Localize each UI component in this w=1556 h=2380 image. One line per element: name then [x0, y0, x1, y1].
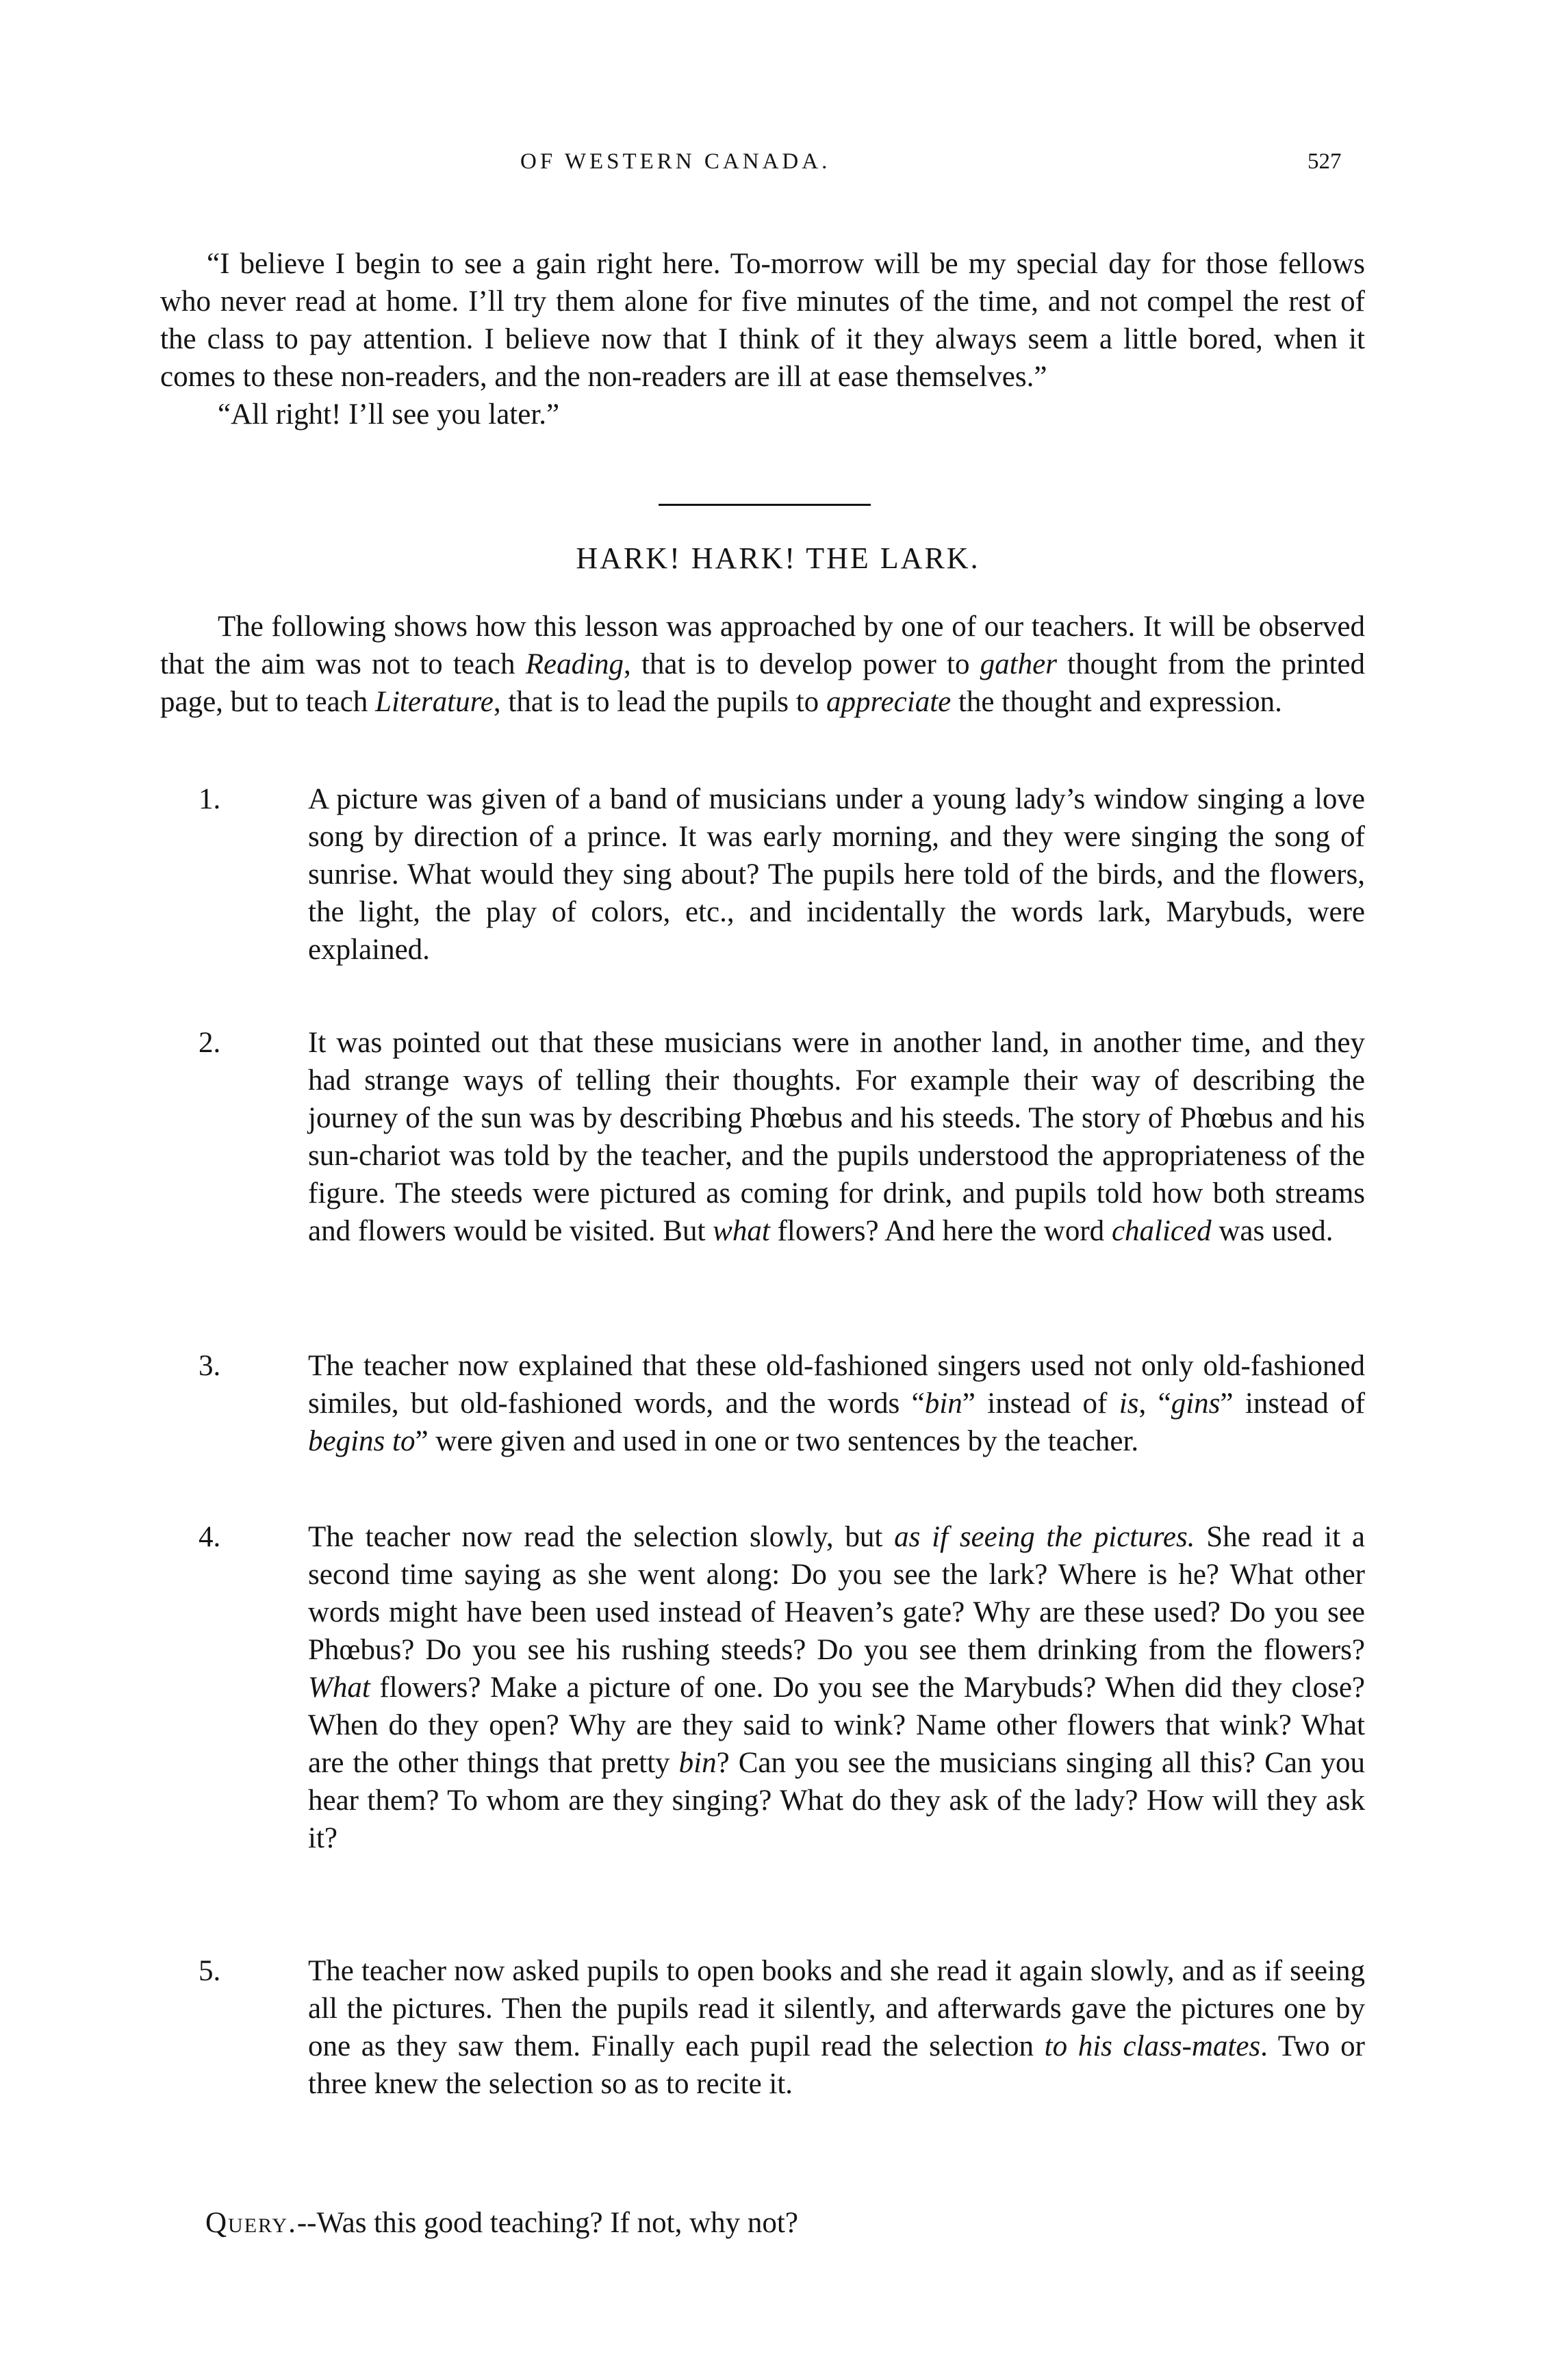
page-number: 527 — [1308, 149, 1342, 174]
section-heading: HARK! HARK! THE LARK. — [576, 541, 980, 575]
list-item-text: A picture was given of a band of musicians under a young lady’s window singing a love song by direction of a prince. It was early morning, and they were singing the song of sunrise. What would they sing about? The pupils here told of the birds, and the flowers, the light, the play of colors, etc., and incidentally the words lark, Marybuds, were explained. — [308, 783, 1365, 966]
list-item — [199, 1518, 1365, 1857]
intro-emphasis: Literature — [375, 686, 494, 718]
query-line — [205, 2204, 798, 2242]
list-item-emphasis: What — [308, 1672, 370, 1704]
list-item — [199, 1952, 1365, 2103]
intro-part: thought from the printed page, but to teach — [160, 648, 1365, 718]
list-item-text: ” were given and used in one or two sentences by the teacher. — [415, 1425, 1139, 1457]
opening-reply: “All right! I’ll see you later.” — [218, 398, 560, 431]
list-item-emphasis: chaliced — [1111, 1215, 1212, 1247]
list-item-text: The teacher now asked pupils to open books and she read it again slowly, and as if seeing all the pictures. Then the pupils read it silently, and afterwards gave the pictures one by one as they saw them. Finally each pupil read the selection — [308, 1955, 1365, 2062]
list-item-text: It was pointed out that these musicians were in another land, in another time, and they had strange ways of telling their thoughts. For example their way of describing the journey of the sun was by describing Phœbus and his steeds. The story of Phœbus and his sun-chariot was told by the teacher, and the pupils understood the appropriateness of the figure. The steeds were pictured as coming for drink, and pupils told how both streams and flowers would be visited. But — [308, 1027, 1365, 1247]
list-item-body — [199, 780, 1365, 969]
list-item-text: was used. — [1211, 1215, 1334, 1247]
list-item-emphasis: is — [1119, 1387, 1139, 1420]
list-item-emphasis: what — [713, 1215, 770, 1247]
list-item-number: 4. — [199, 1521, 221, 1553]
intro-part: The following shows how this lesson was approached by one of our teachers. It will be observed that the aim was not to teach — [160, 611, 1365, 680]
intro-part: the thought and expression. — [951, 686, 1282, 718]
list-item — [199, 1024, 1365, 1250]
list-item — [199, 1347, 1365, 1460]
list-item-emphasis: gins — [1171, 1387, 1221, 1420]
running-title: OF WESTERN CANADA. — [520, 149, 831, 174]
list-item-emphasis: to his class-mates — [1044, 2030, 1261, 2062]
list-item-text: ” instead of — [962, 1387, 1119, 1420]
list-item-body — [199, 1347, 1366, 1460]
query-text: --Was this good teaching? If not, why not? — [296, 2207, 798, 2239]
query-label: Query. — [205, 2207, 297, 2239]
list-item-text: ” instead of — [1220, 1387, 1366, 1420]
opening-dialogue — [160, 245, 1365, 433]
list-item-emphasis: bin — [924, 1387, 962, 1420]
list-item-text: . Two or three knew the selection so as to recite it. — [308, 2030, 1365, 2100]
list-item-text: ? Can you see the musicians singing all this? Can you hear them? To whom are they singing? What do they ask of the lady? How will they ask it? — [308, 1747, 1365, 1854]
section-divider — [659, 504, 871, 506]
list-item — [199, 780, 1365, 969]
list-item-emphasis: begins to — [308, 1425, 416, 1457]
list-item-number: 1. — [199, 783, 221, 815]
list-item-text: , “ — [1138, 1387, 1171, 1420]
intro-paragraph — [160, 608, 1365, 721]
list-item-number: 2. — [199, 1027, 221, 1059]
list-item-body — [199, 1518, 1365, 1857]
opening-paragraph: “I believe I begin to see a gain right here. To-morrow will be my special day for those fellows who never read at home. I’ll try them alone for five minutes of the time, and not compel the rest of the class to pay attention. I believe now that I think of it they always seem a little bored, when it comes to these non-readers, and the non-readers are ill at ease themselves.” — [160, 248, 1365, 393]
list-item-emphasis: bin — [678, 1747, 717, 1779]
intro-part: , that is to lead the pupils to — [493, 686, 826, 718]
intro-part: , that is to develop power to — [624, 648, 980, 680]
list-item-emphasis: as if seeing the pictures. — [894, 1521, 1195, 1553]
list-item-number: 5. — [199, 1955, 221, 1987]
list-item-text: flowers? Make a picture of one. Do you see the Marybuds? When did they close? When do they open? Why are they said to wink? Name other flowers that wink? What are the other things that pretty — [308, 1672, 1365, 1779]
intro-emphasis: appreciate — [826, 686, 952, 718]
list-item-text: She read it a second time saying as she went along: Do you see the lark? Where is he? What other words might have been used instead of Heaven’s gate? Why are these used? Do you see Phœbus? Do you see his rushing steeds? Do you see them drinking from the flowers? — [308, 1521, 1365, 1666]
list-item-text: flowers? And here the word — [769, 1215, 1112, 1247]
intro-emphasis: gather — [980, 648, 1057, 680]
list-item-number: 3. — [199, 1350, 221, 1382]
list-item-text: The teacher now read the selection slowly, but — [308, 1521, 895, 1553]
intro-text — [160, 608, 1365, 721]
intro-emphasis: Reading — [525, 648, 624, 680]
list-item-body — [199, 1024, 1365, 1250]
running-head — [0, 149, 1556, 190]
list-item-text: The teacher now explained that these old-fashioned singers used not only old-fashioned similes, but old-fashioned words, and the words “ — [308, 1350, 1365, 1420]
list-item-body — [199, 1952, 1365, 2103]
